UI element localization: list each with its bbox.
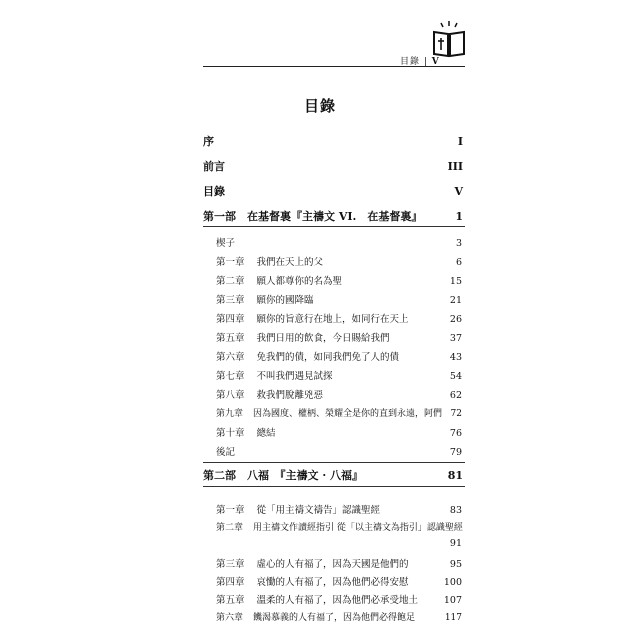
toc-entry-page: 15 xyxy=(449,276,462,287)
toc-entry[interactable] xyxy=(216,368,462,382)
toc-entry-chapter: 第七章 xyxy=(216,371,245,382)
toc-entry-page: 6 xyxy=(455,257,462,268)
toc-entry[interactable] xyxy=(216,254,462,268)
toc-entry-page: 37 xyxy=(449,333,462,344)
toc-entry-page: 117 xyxy=(444,613,462,623)
toc-entry-page: 3 xyxy=(455,238,462,249)
page-title: 目錄 xyxy=(303,97,336,115)
toc-entry-page: 81 xyxy=(447,469,463,482)
toc-entry-chapter: 第三章 xyxy=(216,295,245,306)
toc-entry[interactable] xyxy=(216,610,462,623)
toc-entry-chapter: 第一章 xyxy=(216,257,245,268)
toc-entry-text: 用主禱文作讀經指引 從「以主禱文為指引」認識聖經 xyxy=(253,523,463,533)
toc-entry-page: 79 xyxy=(449,447,462,458)
toc-entry-page: 76 xyxy=(449,428,462,439)
toc-entry-page: 91 xyxy=(449,538,462,549)
part-1-rule xyxy=(203,226,465,227)
toc-entry-text: 後記 xyxy=(216,447,236,458)
toc-entry-page: 1 xyxy=(455,210,463,223)
toc-entry-page: 83 xyxy=(449,505,462,516)
toc-entry-chapter: 第四章 xyxy=(216,314,245,325)
toc-entry-text: 不叫我們遇見試探 xyxy=(256,371,333,382)
header-divider: | xyxy=(423,57,432,67)
header-page-numeral: V xyxy=(431,57,440,67)
toc-entry-preface[interactable] xyxy=(203,133,463,149)
toc-entry-text: 願人都尊你的名為聖 xyxy=(256,276,343,287)
toc-entry-text: 免我們的債，如同我們免了人的債 xyxy=(256,352,400,363)
toc-entry-page: 21 xyxy=(449,295,462,306)
toc-entry[interactable] xyxy=(216,425,462,439)
toc-entry-chapter: 第六章 xyxy=(216,613,244,623)
toc-entry-text: 第二部 八福 『主禱文 · 八福』 xyxy=(203,469,363,482)
toc-entry-chapter: 第九章 xyxy=(216,409,244,419)
toc-entry-text: 救我們脫離兇惡 xyxy=(256,390,324,401)
toc-entry[interactable] xyxy=(216,502,462,516)
toc-entry-page: 72 xyxy=(450,409,462,419)
toc-entry-foreword[interactable] xyxy=(203,158,463,174)
toc-entry-text: 序 xyxy=(203,135,214,148)
toc-entry-text: 願你的旨意行在地上，如同行在天上 xyxy=(256,314,409,325)
toc-entry[interactable] xyxy=(216,520,466,533)
toc-entry-page: 107 xyxy=(443,595,462,606)
toc-entry[interactable] xyxy=(216,556,462,570)
toc-entry-text: 第一部 在基督裏『主禱文 VI. 在基督裏』 xyxy=(203,210,423,223)
toc-entry-page: 54 xyxy=(449,371,462,382)
toc-entry-text: 饑渴慕義的人有福了，因為他們必得飽足 xyxy=(253,613,416,623)
toc-entry[interactable] xyxy=(216,292,462,306)
toc-entry-chapter: 第五章 xyxy=(216,595,245,606)
part-2-bottom-rule xyxy=(203,486,465,487)
toc-entry-chapter: 第二章 xyxy=(216,276,245,287)
toc-entry[interactable] xyxy=(216,311,462,325)
toc-entry[interactable] xyxy=(216,406,462,419)
toc-entry-page: V xyxy=(454,185,463,198)
toc-entry-chapter: 第四章 xyxy=(216,577,245,588)
toc-entry-chapter: 第一章 xyxy=(216,505,245,516)
toc-entry-text: 前言 xyxy=(203,160,225,173)
toc-entry-page: 95 xyxy=(449,559,462,570)
header-section: 目錄 xyxy=(400,57,421,67)
toc-entry-text: 願你的國降臨 xyxy=(256,295,314,306)
toc-entry-text: 我們日用的飲食，今日賜給我們 xyxy=(256,333,390,344)
toc-entry[interactable] xyxy=(216,444,462,458)
toc-entry-chapter: 第二章 xyxy=(216,523,244,533)
toc-entry-chapter: 第十章 xyxy=(216,428,245,439)
toc-entry-chapter: 第八章 xyxy=(216,390,245,401)
toc-entry[interactable] xyxy=(216,235,462,249)
toc-entry-text: 楔子 xyxy=(216,238,236,249)
toc-entry-text: 我們在天上的父 xyxy=(256,257,324,268)
toc-entry[interactable] xyxy=(216,592,462,606)
toc-part-2-heading[interactable] xyxy=(203,467,463,483)
toc-entry-chapter: 第六章 xyxy=(216,352,245,363)
toc-entry-page: 26 xyxy=(449,314,462,325)
toc-entry[interactable] xyxy=(216,349,462,363)
toc-entry-text: 虛心的人有福了，因為天國是他們的 xyxy=(256,559,409,570)
toc-entry[interactable] xyxy=(216,273,462,287)
toc-entry-contents[interactable] xyxy=(203,183,463,199)
toc-entry-page: III xyxy=(447,160,463,173)
toc-entry-continuation[interactable] xyxy=(216,538,462,549)
toc-entry-text: 因為國度、權柄、榮耀全是你的直到永遠，阿們 xyxy=(253,409,443,419)
toc-entry-chapter: 第三章 xyxy=(216,559,245,570)
toc-entry-page: 100 xyxy=(443,577,462,588)
part-2-top-rule xyxy=(203,462,465,463)
toc-part-1-heading[interactable] xyxy=(203,208,463,224)
toc-entry[interactable] xyxy=(216,387,462,401)
toc-entry[interactable] xyxy=(216,574,462,588)
toc-entry-text: 哀慟的人有福了，因為他們必得安慰 xyxy=(256,577,409,588)
toc-entry-page: 62 xyxy=(449,390,462,401)
toc-entry[interactable] xyxy=(216,330,462,344)
toc-entry-text: 總結 xyxy=(256,428,276,439)
toc-entry-text: 溫柔的人有福了，因為他們必承受地土 xyxy=(256,595,419,606)
toc-entry-page: I xyxy=(457,135,463,148)
toc-entry-text: 目錄 xyxy=(203,185,225,198)
toc-entry-text: 從「用主禱文禱告」認識聖經 xyxy=(256,505,381,516)
toc-entry-page: 43 xyxy=(449,352,462,363)
toc-entry-chapter: 第五章 xyxy=(216,333,245,344)
